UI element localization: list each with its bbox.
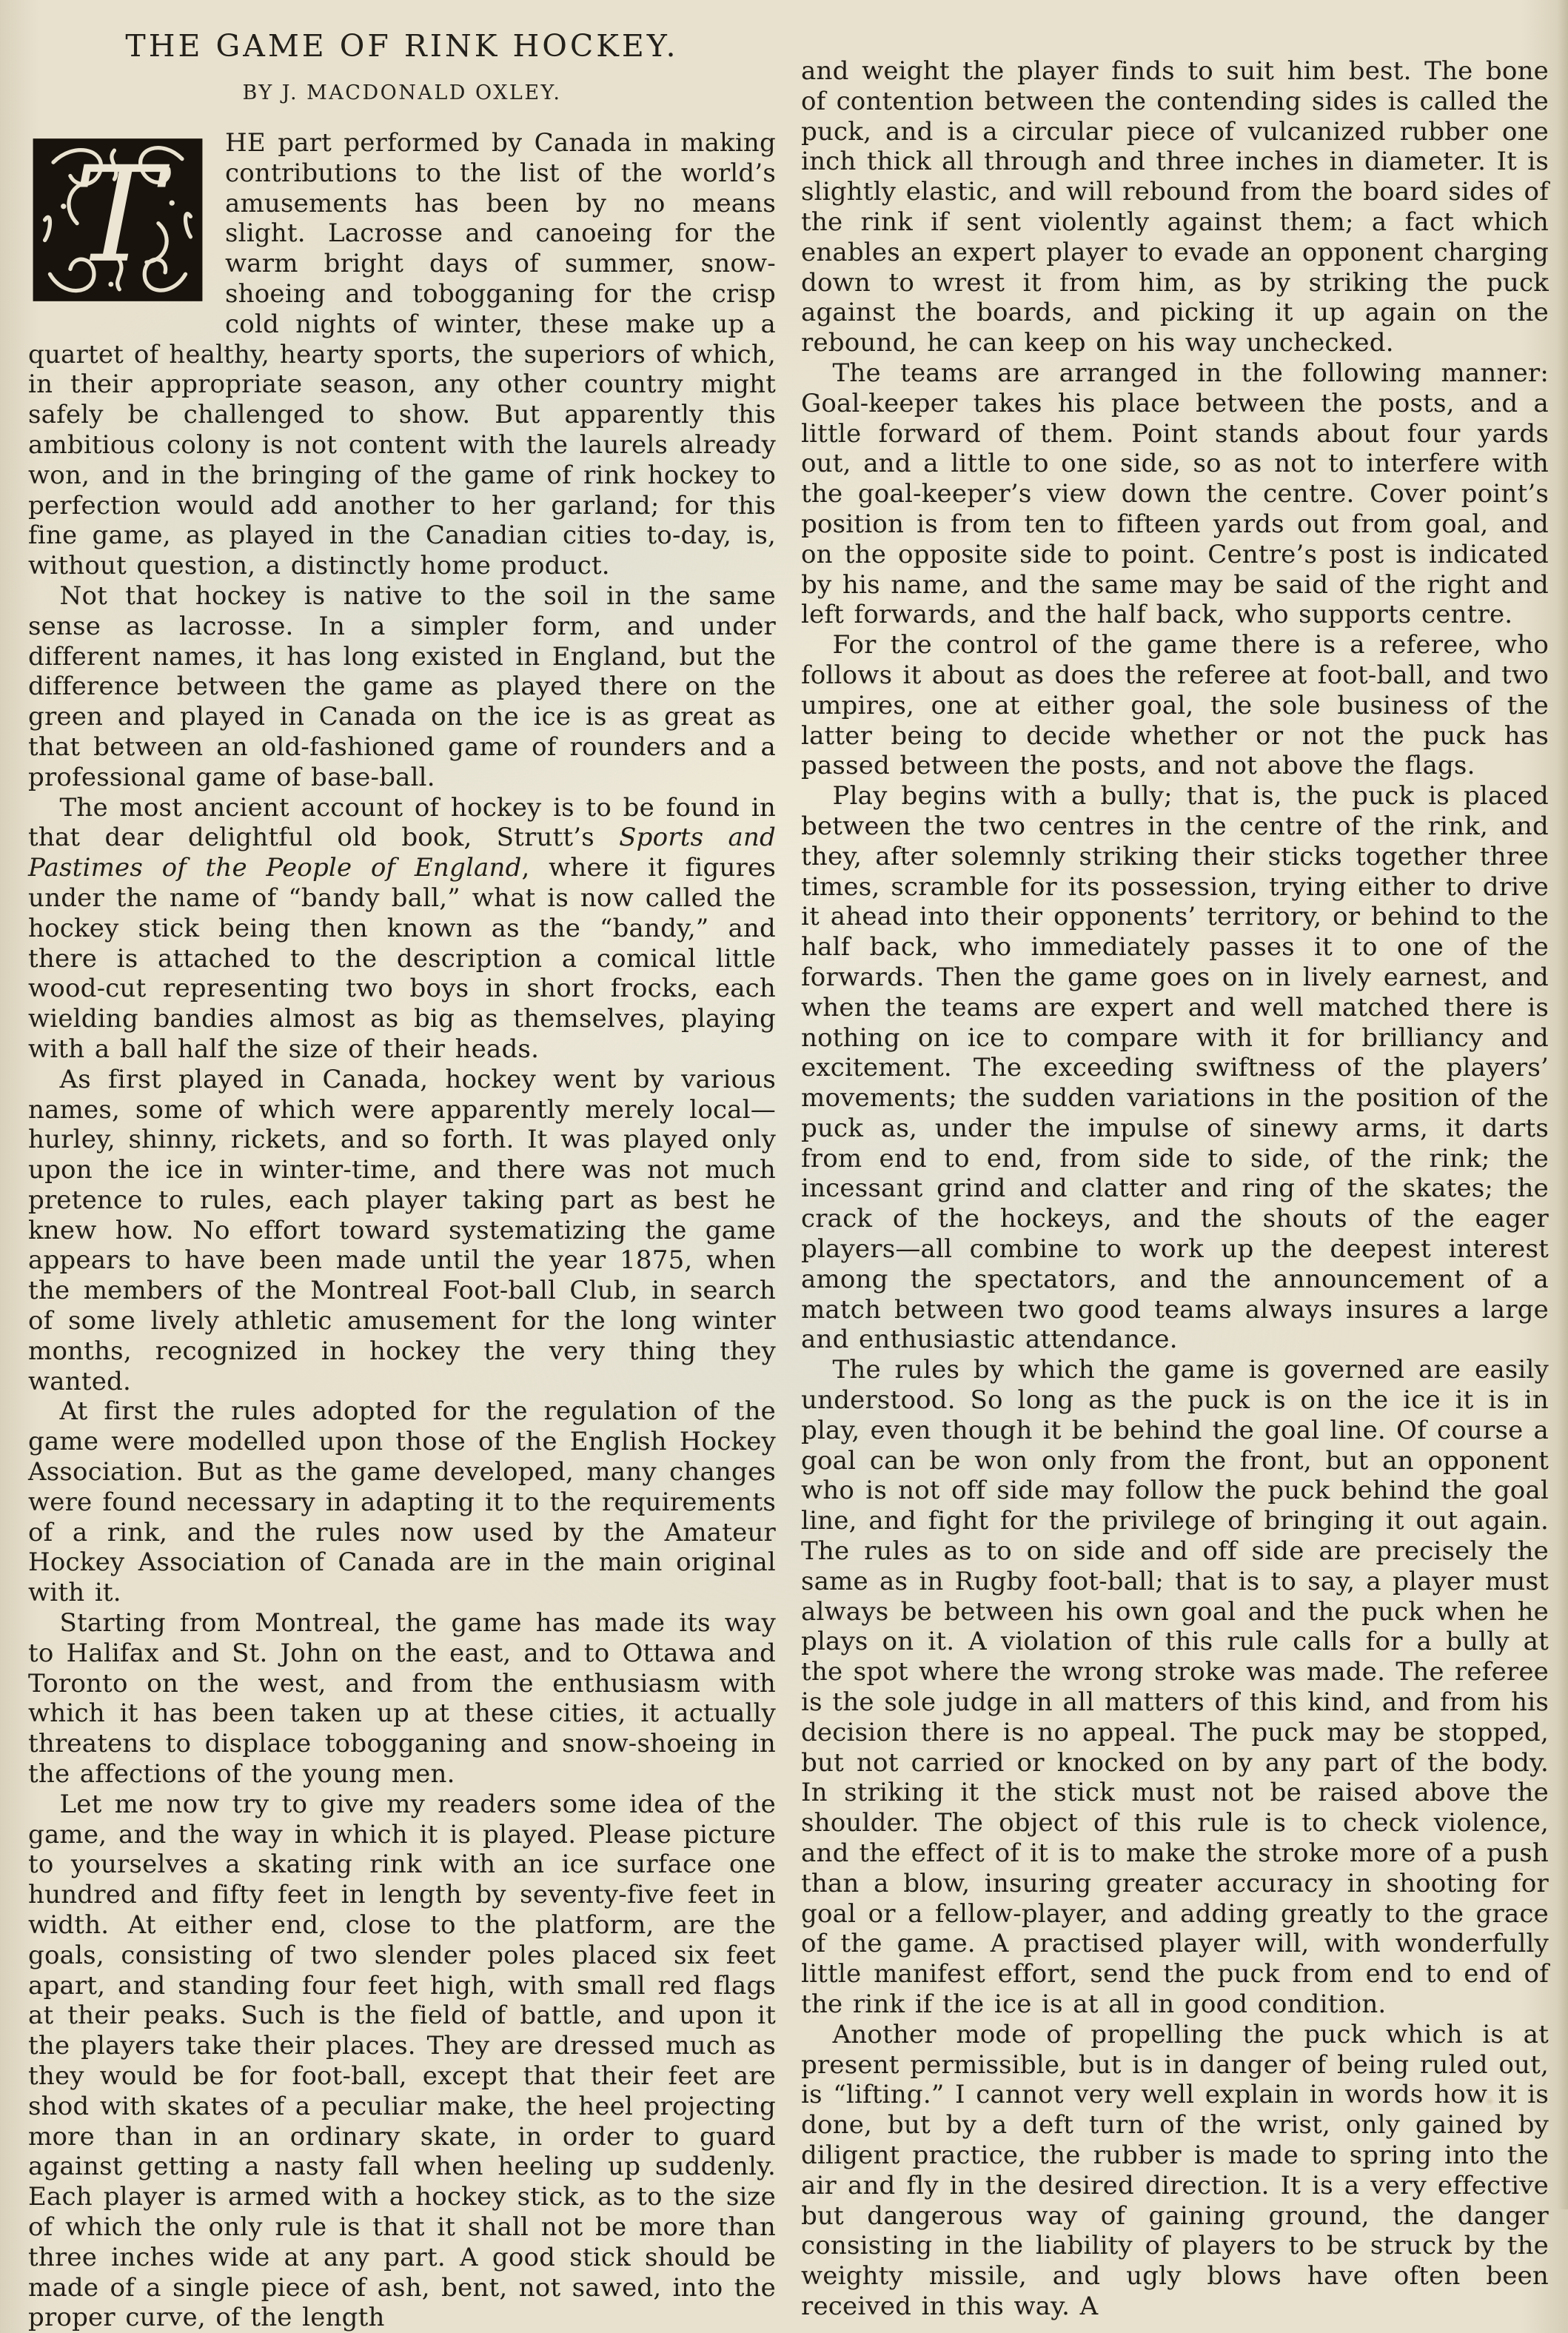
article-byline: BY J. MACDONALD OXLEY.: [242, 81, 562, 104]
paragraph: Let me now try to give my readers some idea of the game, and the way in which it is played. Please picture to yourselves a skating rink with an ice surface one hundred and fifty feet in length by seventy-five feet in width. At either end, close to the platform, are the goals, consisting of two slender poles placed six feet apart, and standing four feet high, with small red flags at their peaks. Such is the field of battle, and upon it the players take their places. They are dressed much as they would be for foot-ball, except that their feet are shod with skates of a peculiar make, the heel projecting more than in an ordinary skate, in order to guard against getting a nasty fall when heeling up suddenly. Each player is armed with a hockey stick, as to the size of which the only rule is that it shall not be more than three inches wide at any part. A good stick should be made of a single piece of ash, bent, not sawed, into the proper curve, of the length: [28, 1789, 776, 2333]
paragraph: As first played in Canada, hockey went by various names, some of which were apparently merely local—hurley, shinny, rickets, and so forth. It was played only upon the ice in winter-time, and there was not much pretence to rules, each player taking part as best he knew how. No effort toward systematizing the game appears to have been made until the year 1875, when the members of the Montreal Foot-ball Club, in search of some lively athletic amusement for the long winter months, recognized in hockey the very thing they wanted.: [28, 1064, 776, 1396]
paragraph: At first the rules adopted for the regulation of the game were modelled upon those of the English Hockey Association. But as the game developed, many changes were found necessary in adapting it to the requirements of a rink, and the rules now used by the Amateur Hockey Association of Canada are in the main original with it.: [28, 1396, 776, 1608]
drop-cap-ornament: [30, 135, 206, 305]
left-column: [28, 19, 776, 2333]
right-column: [801, 19, 1549, 2321]
right-column-text: [801, 56, 1549, 2322]
ornate-initial-icon: [30, 135, 206, 305]
paragraph: The rules by which the game is governed are easily understood. So long as the puck is on the ice it is in play, even though it be behind the goal line. Of course a goal can be won only from the front, but an opponent who is not off side may follow the puck behind the goal line, and fight for the privilege of bringing it out again. The rules as to on side and off side are precisely the same as in Rugby foot-ball; that is to say, a player must always be between his own goal and the puck when he plays on it. A violation of this rule calls for a bully at the spot where the wrong stroke was made. The referee is the sole judge in all matters of this kind, and from his decision there is no appeal. The puck may be stopped, but not carried or knocked on by any part of the body. In striking it the stick must not be raised above the shoulder. The object of this rule is to check violence, and the effect of it is to make the stroke more of a push than a blow, insuring greater accuracy in shooting for goal or a fellow-player, and adding greatly to the grace of the game. A practised player will, with wonderfully little manifest effort, send the puck from end to end of the rink if the ice is at all in good condition.: [801, 1355, 1549, 2019]
left-column-text: [28, 128, 776, 2333]
paragraph: HE part performed by Canada in making contributions to the list of the world’s amusements has been by no means slight. Lacrosse and canoeing for the warm bright days of summer, snow-shoeing and tobogganing for the crisp cold nights of winter, these make up a quartet of healthy, hearty sports, the superiors of which, in their appropriate season, any other country might safely be challenged to show. But apparently this ambitious colony is not content with the laurels already won, and in the bringing of the game of rink hockey to perfection would add another to her garland; for this fine game, as played in the Canadian cities to-day, is, without question, a distinctly home product.: [28, 128, 776, 581]
paragraph: and weight the player finds to suit him best. The bone of contention between the contending sides is called the puck, and is a circular piece of vulcanized rubber one inch thick all through and three inches in diameter. It is slightly elastic, and will rebound from the board sides of the rink if sent violently against them; a fact which enables an expert player to evade an opponent charging down to wrest it from him, as by striking the puck against the boards, and picking it up again on the rebound, he can keep on his way unchecked.: [801, 56, 1549, 358]
article-title: THE GAME OF RINK HOCKEY.: [125, 28, 679, 64]
paragraph: For the control of the game there is a referee, who follows it about as does the referee at foot-ball, and two umpires, one at either goal, the sole business of the latter being to decide whether or not the puck has passed between the posts, and not above the flags.: [801, 630, 1549, 781]
paragraph: Not that hockey is native to the soil in the same sense as lacrosse. In a simpler form, and under different names, it has long existed in England, but the difference between the game as played there on the green and played in Canada on the ice is as great as that between an old-fashioned game of rounders and a professional game of base-ball.: [28, 580, 776, 792]
paragraph: The most ancient account of hockey is to be found in that dear delightful old book, Strutt’s Sports and Pastimes of the People of England, where it figures under the name of “bandy ball,” what is now called the hockey stick being then known as the “bandy,” and there is attached to the description a comical little wood-cut representing two boys in short frocks, each wielding bandies almost as big as themselves, playing with a ball half the size of their heads.: [28, 792, 776, 1064]
paragraph: Starting from Montreal, the game has made its way to Halifax and St. John on the east, and to Ottawa and Toronto on the west, and from the enthusiasm with which it has been taken up at these cities, it actually threatens to displace tobogganing and snow-shoeing in the affections of the young men.: [28, 1608, 776, 1790]
paragraph: The teams are arranged in the following manner: Goal-keeper takes his place between the posts, and a little forward of them. Point stands about four yards out, and a little to one side, so as not to interfere with the goal-keeper’s view down the centre. Cover point’s position is from ten to fifteen yards out from goal, and on the opposite side to point. Centre’s post is indicated by his name, and the same may be said of the right and left forwards, and the half back, who supports centre.: [801, 358, 1549, 630]
drop-cap-letter: T: [73, 138, 162, 292]
paragraph: Another mode of propelling the puck which is at present permissible, but is in danger of being ruled out, is “lifting.” I cannot very well explain in words how it is done, but by a deft turn of the wrist, only gained by diligent practice, the rubber is made to spring into the air and fly in the desired direction. It is a very effective but dangerous way of gaining ground, the danger consisting in the liability of players to be struck by the weighty missile, and ugly blows have often been received in this way. A: [801, 2019, 1549, 2321]
paragraph: Play begins with a bully; that is, the puck is placed between the two centres in the centre of the rink, and they, after solemnly striking their sticks together three times, scramble for its possession, trying either to drive it ahead into their opponents’ territory, or behind to the half back, who immediately passes it to one of the forwards. Then the game goes on in lively earnest, and when the teams are expert and well matched there is nothing on ice to compare with it for brilliancy and excitement. The exceeding swiftness of the players’ movements; the sudden variations in the position of the puck as, under the impulse of sinewy arms, it darts from end to end, from side to side, of the rink; the incessant grind and clatter and ring of the skates; the crack of the hockeys, and the shouts of the eager players—all combine to work up the deepest interest among the spectators, and the announcement of a match between two good teams always insures a large and enthusiastic attendance.: [801, 781, 1549, 1355]
